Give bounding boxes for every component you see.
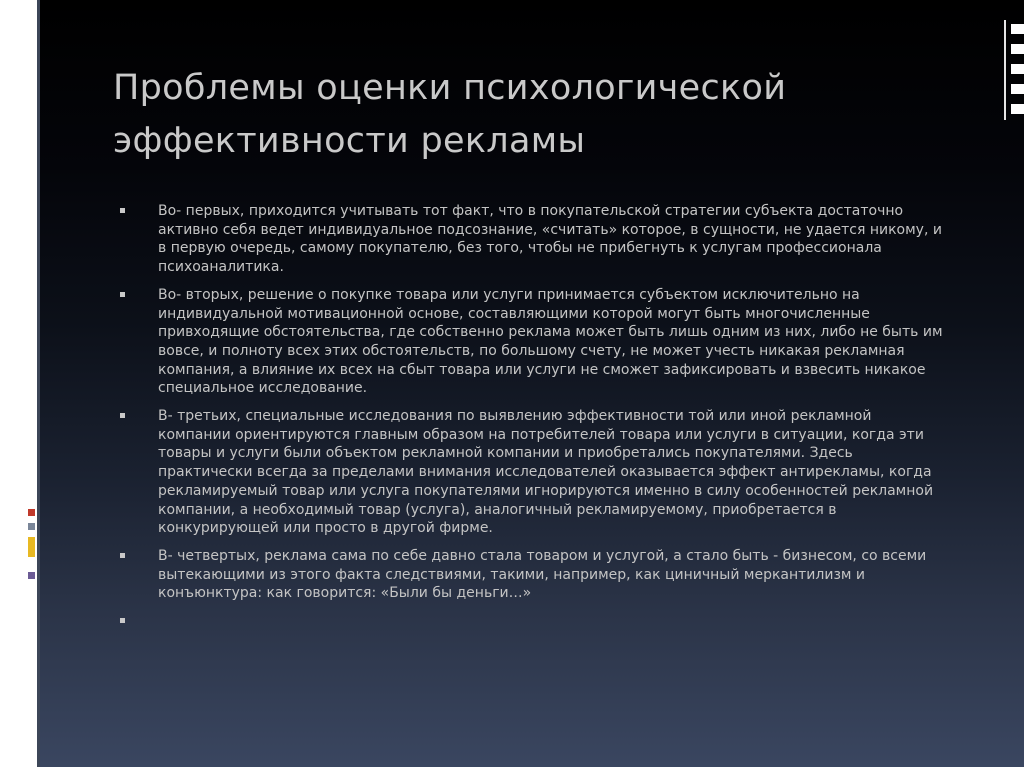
square-bullet-icon bbox=[120, 413, 125, 418]
deco-bar bbox=[1011, 24, 1024, 34]
slide-left-margin bbox=[0, 0, 40, 767]
square-bullet-icon bbox=[120, 292, 125, 297]
square-bullet-icon bbox=[120, 618, 125, 623]
square-bullet-icon bbox=[120, 553, 125, 558]
bullet-text: Во- первых, приходится учитывать тот факт, что в покупательской стратегии субъекта достаточно активно себя ведет индивидуальное подсознание, «считать» которое, в сущности, не удается никому, и в первую очередь, самому покупателю, без того, чтобы не прибегнуть к услугам профессионала психоаналитика. bbox=[158, 203, 942, 276]
bullet-list bbox=[120, 202, 946, 640]
bullet-item-3 bbox=[120, 407, 946, 538]
deco-square bbox=[28, 572, 35, 579]
bullet-item-4 bbox=[120, 547, 946, 603]
slide-canvas bbox=[40, 0, 1024, 767]
deco-square bbox=[28, 509, 35, 516]
bullet-text: В- четвертых, реклама сама по себе давно стала товаром и услугой, а стало быть - бизнесом, со всеми вытекающими из этого факта следствиями, такими, например, как циничный меркантилизм и конъюнктура: как говорится: «Были бы деньги…» bbox=[158, 547, 927, 602]
square-bullet-icon bbox=[120, 208, 125, 213]
deco-stripe bbox=[1004, 20, 1006, 120]
deco-bar bbox=[1011, 64, 1024, 74]
deco-bar bbox=[1011, 44, 1024, 54]
bullet-text: В- третьих, специальные исследования по выявлению эффективности той или иной рекламной компании ориентируются главным образом на потребителей товара или услуги в ситуации, когда эти товары и услуги были объектом рекламной компании и приобретались покупателями. Здесь практически всегда за пределами внимания исследователей оказывается эффект антирекламы, когда рекламируемый товар или услуга покупателями игнорируются именно в силу особенностей рекламной компании, а необходимый товар (услуга), аналогичный рекламируемому, приобретается в конкурирующей или просто в другой фирме. bbox=[158, 408, 934, 537]
deco-bar bbox=[1011, 104, 1024, 114]
bullet-item-1 bbox=[120, 202, 946, 277]
deco-square bbox=[28, 523, 35, 530]
bullet-item-empty bbox=[120, 612, 946, 631]
deco-square bbox=[28, 537, 35, 557]
bullet-text: Во- вторых, решение о покупке товара или услуги принимается субъектом исключительно на индивидуальной мотивационной основе, составляющими которой могут быть многочисленные привходящие обстоятельства, где собственно реклама может быть лишь одним из них, либо не быть им вовсе, и полноту всех этих обстоятельств, по большому счету, не может учесть никакая рекламная компания, а влияние их всех на сбыт товара или услуги не сможет зафиксировать и взвесить никакое специальное исследование. bbox=[158, 286, 943, 397]
bullet-item-2 bbox=[120, 286, 946, 398]
slide-title: Проблемы оценки психологической эффективности рекламы bbox=[113, 68, 787, 161]
deco-bar bbox=[1011, 84, 1024, 94]
